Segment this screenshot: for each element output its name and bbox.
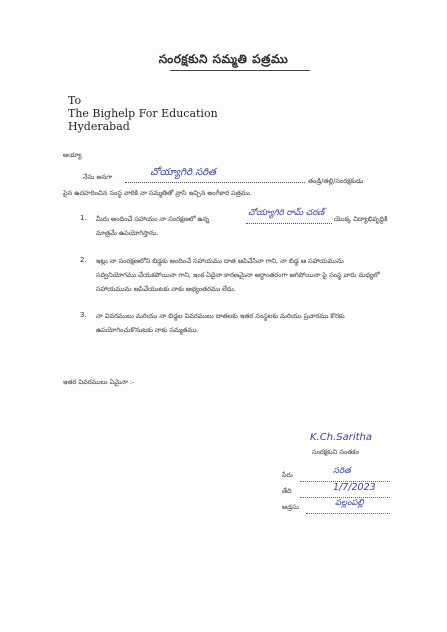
item-3-number: 3.	[80, 311, 87, 319]
item-1-line2: మాత్రమే ఉపయోగిస్తాను.	[96, 229, 159, 237]
item-2-number: 2.	[80, 256, 87, 264]
item-1-number: 1.	[80, 214, 87, 222]
address-org: The Bighelp For Education	[68, 107, 218, 120]
guardian-signature: K.Ch.Saritha	[310, 432, 372, 443]
intro-suffix: తండ్రి/తల్లి/సంరక్షకుడు	[308, 177, 364, 185]
child-name-handwritten: చోయ్యాగిరి రామ్ చరణ్	[248, 208, 325, 218]
item-3-line1: నా వివరములు మరియు నా బిడ్డల వివరములు దాతలకు ఇతర సంస్థలకు మరియు ప్రచారము కొరకు	[96, 312, 345, 320]
item-2-line3: సహాయమును ఆపివేయుటకు నాకు అభ్యంతరము లేదు.	[96, 285, 236, 293]
intro-prefix: నేను అనగా	[83, 173, 113, 181]
salutation: అయ్యా	[63, 151, 82, 159]
guardian-name-handwritten: చోయ్యాగిరి సరిత	[150, 167, 216, 178]
title-underline	[170, 70, 310, 71]
item-2-line2: సద్వినియోగము చేయకపోయినా గాని, ఇంక ఏదైనా కారణమైనా అర్థాంతరంగా ఆగిపోయినా పై సంస్థ వారు మధ్యలో	[96, 271, 380, 279]
field-address-label: అడ్రసు	[282, 503, 299, 511]
field-address-value: పల్లంపల్లి	[335, 498, 364, 508]
other-details-label: ఇతర వివరములు ఏమైనా :-	[63, 378, 135, 386]
item-3-line2: ఉపయోగించుకొనుటకు నాకు సమ్మతము.	[96, 326, 199, 334]
field-date-value: 1/7/2023	[333, 482, 376, 493]
address-to: To	[68, 94, 82, 107]
child-name-dotted-line	[246, 223, 332, 224]
field-date-label: తేది	[282, 487, 292, 495]
item-2-line1: ఇట్లు నా సంరక్షణలోని బిడ్డకు అందించే సహాయము దాత ఆపివేసినా గాని, నా బిడ్డ ఆ సహాయమును	[96, 257, 344, 265]
item-1-text-a: మీరు అందించే సహాయం నా సంరక్షణలో ఉన్న	[96, 215, 210, 223]
address-city: Hyderabad	[68, 120, 130, 133]
item-1-text-b: యొక్క విద్యాభివృద్ధికి	[334, 215, 388, 223]
field-name-label: పేరు	[282, 471, 293, 479]
field-name-value: సరిత	[333, 466, 351, 476]
field-address-line	[306, 513, 390, 514]
name-dotted-line	[125, 182, 305, 183]
document-title: సంరక్షకుని సమ్మతి పత్రము	[158, 52, 289, 66]
signature-caption: సంరక్షకుని సంతకం	[312, 448, 359, 456]
intro-line2: పైన ఉదహరించిన సంస్థ వారికి నా సమ్మతితో వ్రాసి ఇచ్చిన అంగీకార పత్రము.	[63, 189, 253, 197]
